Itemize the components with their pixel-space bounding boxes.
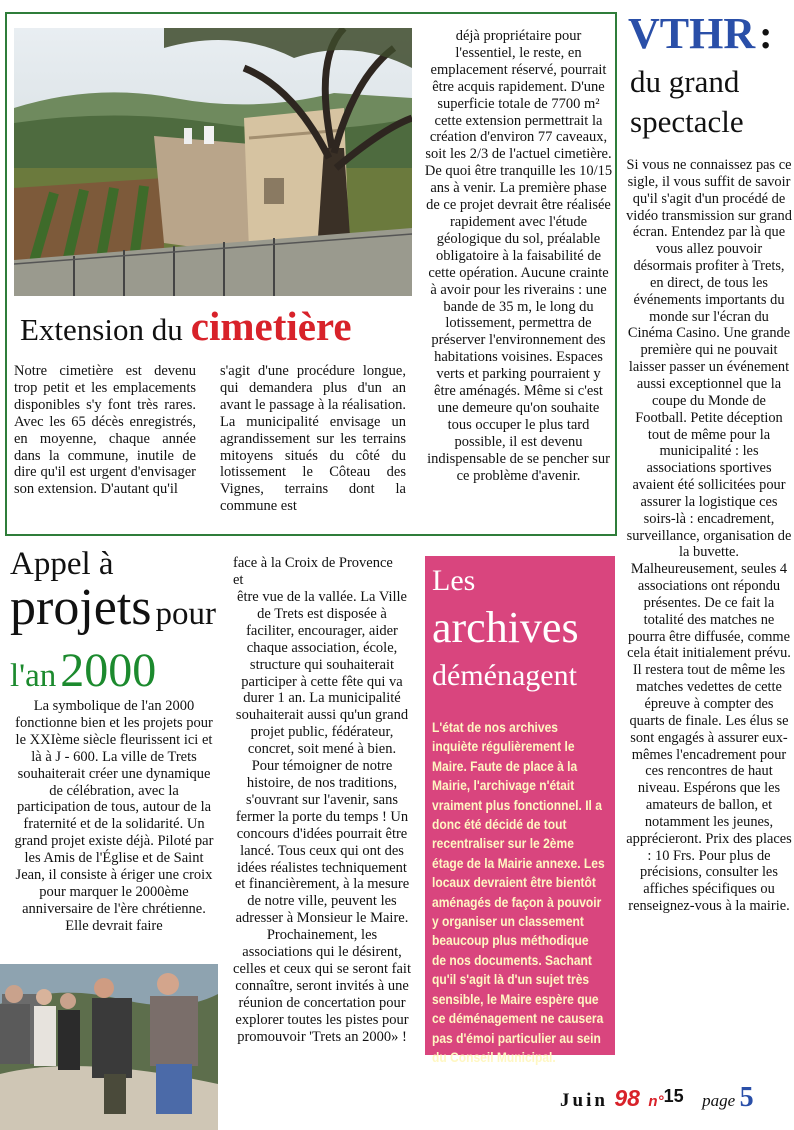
appel-headline <box>10 546 230 707</box>
cimetiere-headline-word: cimetière <box>190 303 352 349</box>
cimetiere-column-1: Notre cimetière est devenu trop petit et les emplacements disponibles s'y font très rares. Avec les 65 décès enregistrés, en moyenne, chaque année dans la commune, inutile de dire qu'il est urgent d'envisager son extension. D'autant qu'il <box>14 363 196 498</box>
cimetiere-headline <box>20 302 420 350</box>
archives-headline-les: Les <box>432 564 476 597</box>
appel-column-2: être vue de la vallée. La Ville de Trets est disposée à faciliter, encourager, aider chaque association, école, structure qui souhaiterait participer à cette fête qui va durer 1 an. La municipalité souhaiterait aussi qu'un grand projet public, fédérateur, concret, soit mené à bien. Pour témoigner de notre histoire, de nos traditions, s'ouvrant sur l'avenir, sans fermer la porte du temps ! Un concours d'idées pourrait être lancé. Tous ceux qui ont des idées réalistes techniquement et financièrement, à la mesure de notre ville, peuvent les adresser à Monsieur le Maire. Prochainement, les associations qui le désirent, celles et ceux qui se seront fait connaître, seront invités à une réunion de concertation pour explorer toutes les pistes pour promouvoir 'Trets an 2000» ! <box>233 589 411 1045</box>
footer-issue-prefix: n° <box>648 1093 664 1110</box>
appel-headline-line-1: Appel à <box>10 546 114 582</box>
archives-headline <box>432 560 612 698</box>
appel-headline-pour: pour <box>155 596 217 632</box>
appel-column-1: La symbolique de l'an 2000 fonctionne bien et les projets pour le XXIème siècle fleurissent ici et là à J - 600. La ville de Trets souhaiterait créer une dynamique de célébration, avec la participation de tous, autour de la fraternité et de la solidarité. Un grand projet existe déjà. Piloté par les Amis de l'Église et de Saint Jean, il consiste à ériger une croix pour marquer le 2000ème anniversaire de l'ère chrétienne. Elle devrait faire <box>14 698 214 934</box>
footer-year: 98 <box>614 1085 640 1111</box>
footer-issue-number: 15 <box>663 1086 684 1106</box>
vthr-headline <box>628 8 794 59</box>
vthr-subtitle-line-2: spectacle <box>630 104 744 139</box>
appel-headline-year: 2000 <box>60 644 157 697</box>
footer-month: Juin <box>560 1090 608 1111</box>
appel-headline-lan: l'an <box>10 658 57 694</box>
footer-page-label: page <box>702 1091 736 1110</box>
cimetiere-column-2: s'agit d'une procédure longue, qui demandera plus d'un an avant le passage à la réalisation. La municipalité envisage un agrandissement sur les terrains mitoyens situés du côté du lotissement le Côteau des Vignes, terrains dont la commune est <box>220 363 407 515</box>
cimetiere-headline-prefix: Extension du <box>20 312 183 347</box>
appel-headline-projets: projets <box>10 579 152 636</box>
vthr-subtitle <box>630 62 794 142</box>
vthr-headline-word: VTHR <box>628 9 756 58</box>
page-footer <box>560 1082 794 1122</box>
vthr-subtitle-line-1: du grand <box>630 64 740 99</box>
archives-body: L'état de nos archives inquiète régulièrement le Maire. Faute de place à la Mairie, l'archivage n'était vraiment plus fonctionnel. Il a donc été décidé de tout recentraliser sur le 2ème étage de la Mairie annexe. Les locaux devraient être bientôt aménagés de façon à pouvoir y organiser un classement beaucoup plus méthodique de nos documents. Sachant qu'il s'agit là d'un sujet très sensible, le Maire espère que ce déménagement ne causera pas d'émoi particulier au sein du Conseil Municipal. <box>432 719 605 1065</box>
archives-headline-demenagent: déménagent <box>432 659 577 692</box>
group-photo <box>0 964 218 1130</box>
appel-column-2-line-2: et <box>233 572 244 588</box>
archives-headline-archives: archives <box>432 603 579 652</box>
cemetery-photo <box>14 28 412 296</box>
footer-page-number: 5 <box>739 1082 754 1113</box>
vthr-headline-colon: : <box>759 12 773 57</box>
appel-column-2-line-1: face à la Croix de Provence <box>233 555 393 571</box>
cimetiere-column-3: déjà propriétaire pour l'essentiel, le reste, en emplacement réservé, pourrait être acquis rapidement. D'une superficie totale de 7700 m² cette extension permettrait la création d'environ 77 caveaux, soit les 2/3 de l'actuel cimetière. De quoi être tranquille les 10/15 ans à venir. La première phase de ce projet devrait être réalisée rapidement avec l'étude géologique du sol, préalable obligatoire à la faisabilité de cette opération. Aucune crainte à avoir pour les riverains : une bande de 35 m, le long du lotissement, permettra de préserver l'environnement des habitations voisines. Espaces verts et parking pourraient y être aménagés. Même si c'est une demeure qu'on souhaite tous occuper le plus tard possible, il est devenu indispensable de se pencher sur ce problème d'avenir. <box>424 28 613 484</box>
vthr-body: Si vous ne connaissez pas ce sigle, il vous suffit de savoir qu'il s'agit d'un procédé de vidéo transmission sur grand écran. Entendez par là que vous allez pouvoir désormais profiter à Trets, en direct, de tous les événements importants du monde sur l'écran du Cinéma Casino. Une grande première qui ne pouvait laisser passer un événement aussi exceptionnel que la coupe du Monde de Football. Petite déception tout de même pour la municipalité : les associations sportives avaient été sollicitées pour assurer la logistique ces soirs-là : encadrement, surveillance, organisation de la buvette. Malheureusement, seules 4 associations ont répondu présentes. De ce fait la totalité des matches ne pourra être diffusée, comme cela était initialement prévu. Il restera tout de même les matches vedettes de cette épreuve à compter des quarts de finale. Les élus se sont engagés à assurer eux-mêmes l'encadrement pour ces rencontres de haut niveau. Espérons que les amateurs de ballon, et notamment les jeunes, apprécieront. Prix des places : 10 Frs. Pour plus de précisions, consulter les affiches spécifiques ou renseignez-vous à la mairie. <box>626 157 792 915</box>
